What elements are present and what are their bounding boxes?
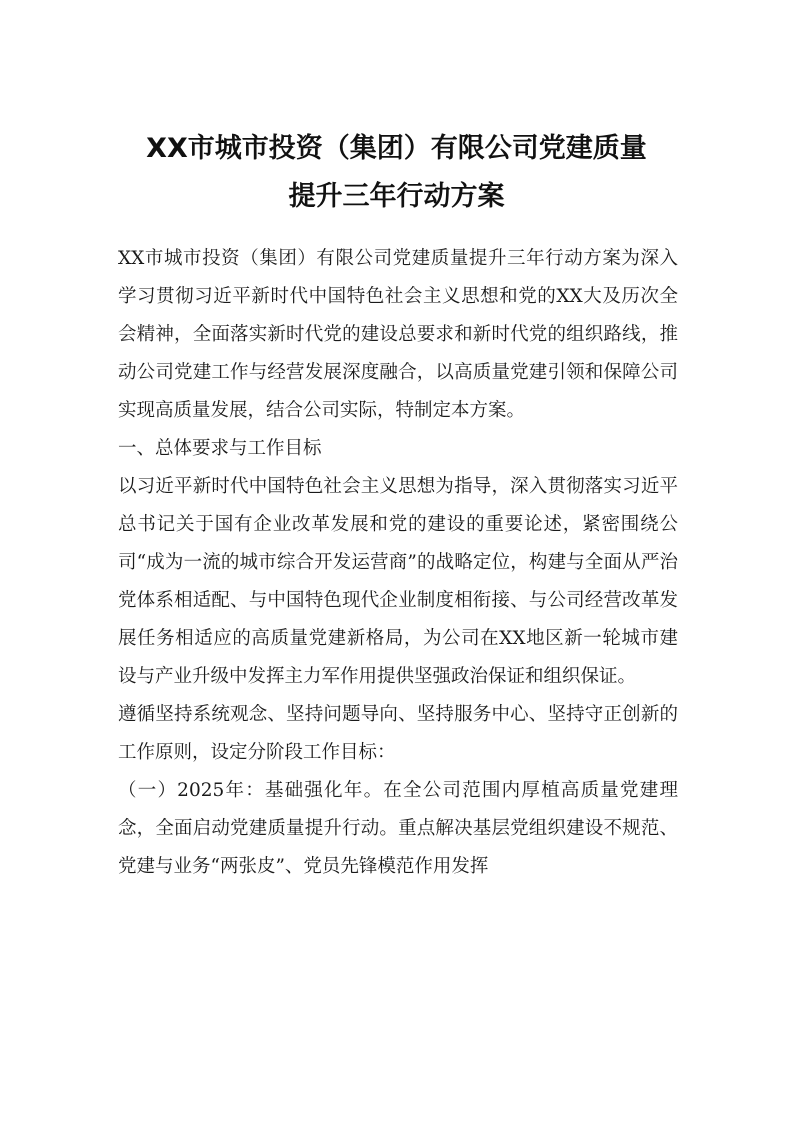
document-title-line-1: XX市城市投资（集团）有限公司党建质量	[146, 133, 647, 164]
goal-2025-paragraph: （一）2025年：基础强化年。在全公司范围内厚植高质量党建理念，全面启动党建质量提升行动。重点解决基层党组织建设不规范、党建与业务“两张皮”、党员先锋模范作用发挥	[118, 780, 678, 877]
principles-paragraph: 遵循坚持系统观念、坚持问题导向、坚持服务中心、坚持守正创新的工作原则，设定分阶段工作目标：	[118, 704, 678, 763]
section-heading-1: 一、总体要求与工作目标	[118, 438, 322, 459]
document-body	[118, 240, 678, 886]
document-title-line-2: 提升三年行动方案	[288, 181, 505, 212]
intro-paragraph: XX市城市投资（集团）有限公司党建质量提升三年行动方案为深入学习贯彻习近平新时代中国特色社会主义思想和党的XX大及历次全会精神，全面落实新时代党的建设总要求和新时代党的组织路线，推动公司党建工作与经营发展深度融合，以高质量党建引领和保障公司实现高质量发展，结合公司实际，特制定本方案。	[118, 248, 678, 421]
guiding-paragraph: 以习近平新时代中国特色社会主义思想为指导，深入贯彻落实习近平总书记关于国有企业改革发展和党的建设的重要论述，紧密围绕公司“成为一流的城市综合开发运营商”的战略定位，构建与全面从严治党体系相适配、与中国特色现代企业制度相衔接、与公司经营改革发展任务相适应的高质量党建新格局，为公司在XX地区新一轮城市建设与产业升级中发挥主力军作用提供坚强政治保证和组织保证。	[118, 476, 678, 687]
